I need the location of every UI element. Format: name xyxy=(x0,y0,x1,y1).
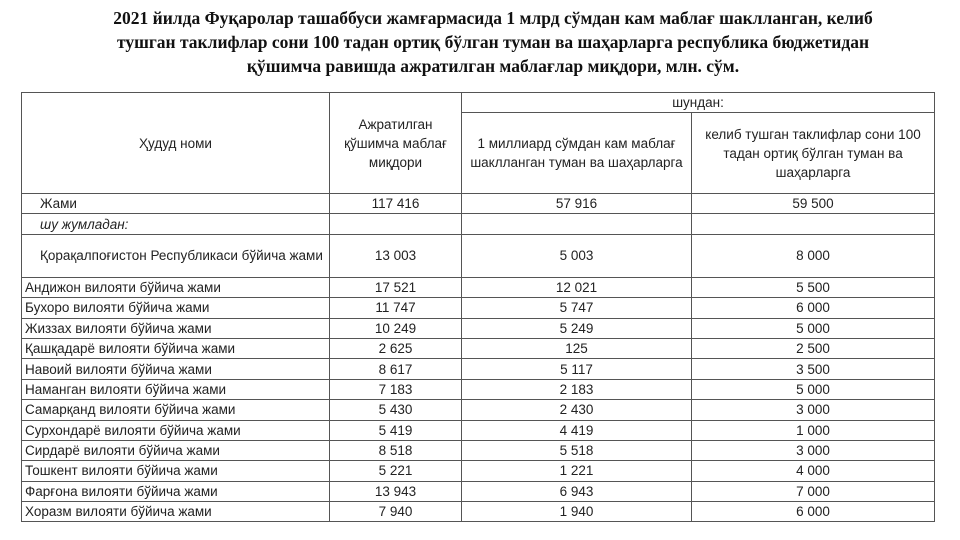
region-name: Бухоро вилояти бўйича жами xyxy=(22,298,330,318)
over-100-value: 5 000 xyxy=(692,379,935,399)
under-1bn-value: 125 xyxy=(462,338,692,358)
table-row xyxy=(22,461,935,481)
allocated-value: 10 249 xyxy=(330,318,462,338)
table-row xyxy=(22,318,935,338)
region-name: Андижон вилояти бўйича жами xyxy=(22,277,330,297)
total-over-100: 59 500 xyxy=(692,194,935,214)
over-100-value: 2 500 xyxy=(692,338,935,358)
under-1bn-value: 2 430 xyxy=(462,400,692,420)
allocated-value: 17 521 xyxy=(330,277,462,297)
total-name: Жами xyxy=(22,194,330,214)
title-line-3: қўшимча равишда ажратилган маблағлар миқдори, млн. сўм. xyxy=(246,56,740,76)
header-allocated: Ажратилган қўшимча маблағ миқдори xyxy=(330,93,462,194)
table-row xyxy=(22,502,935,522)
title-line-2: тушган таклифлар сони 100 тадан ортиқ бўлган туман ва шаҳарларга республика бюджетидан xyxy=(116,32,870,52)
region-name: Тошкент вилояти бўйича жами xyxy=(22,461,330,481)
table-row xyxy=(22,277,935,297)
table-row xyxy=(22,400,935,420)
over-100-value: 4 000 xyxy=(692,461,935,481)
header-of-which: шундан: xyxy=(462,93,935,113)
allocated-value: 7 940 xyxy=(330,502,462,522)
under-1bn-value: 2 183 xyxy=(462,379,692,399)
under-1bn-value: 6 943 xyxy=(462,481,692,501)
karakalpak-row xyxy=(22,234,935,277)
empty-cell xyxy=(462,214,692,234)
over-100-value: 5 500 xyxy=(692,277,935,297)
region-name: Фарғона вилояти бўйича жами xyxy=(22,481,330,501)
karakalpak-over-100: 8 000 xyxy=(692,234,935,277)
allocated-value: 7 183 xyxy=(330,379,462,399)
over-100-value: 7 000 xyxy=(692,481,935,501)
under-1bn-value: 12 021 xyxy=(462,277,692,297)
table-row xyxy=(22,481,935,501)
karakalpak-name: Қорақалпоғистон Республикаси бўйича жами xyxy=(22,234,330,277)
under-1bn-value: 4 419 xyxy=(462,420,692,440)
allocated-value: 11 747 xyxy=(330,298,462,318)
table-row xyxy=(22,440,935,460)
under-1bn-value: 1 221 xyxy=(462,461,692,481)
karakalpak-under-1bn: 5 003 xyxy=(462,234,692,277)
empty-cell xyxy=(692,214,935,234)
title-line-1: 2021 йилда Фуқаролар ташаббуси жамғармасида 1 млрд сўмдан кам маблағ шаклланган, келиб xyxy=(113,8,873,28)
region-name: Қашқадарё вилояти бўйича жами xyxy=(22,338,330,358)
subheader-label: шу жумладан: xyxy=(22,214,330,234)
under-1bn-value: 5 518 xyxy=(462,440,692,460)
allocated-value: 5 221 xyxy=(330,461,462,481)
region-name: Наманган вилояти бўйича жами xyxy=(22,379,330,399)
under-1bn-value: 5 747 xyxy=(462,298,692,318)
region-name: Навоий вилояти бўйича жами xyxy=(22,359,330,379)
over-100-value: 3 000 xyxy=(692,400,935,420)
total-allocated: 117 416 xyxy=(330,194,462,214)
table-row xyxy=(22,338,935,358)
region-name: Сурхондарё вилояти бўйича жами xyxy=(22,420,330,440)
region-name: Самарқанд вилояти бўйича жами xyxy=(22,400,330,420)
region-name: Жиззах вилояти бўйича жами xyxy=(22,318,330,338)
over-100-value: 1 000 xyxy=(692,420,935,440)
page-title xyxy=(28,6,958,78)
header-region: Ҳудуд номи xyxy=(22,93,330,194)
over-100-value: 6 000 xyxy=(692,298,935,318)
header-over-100: келиб тушган таклифлар сони 100 тадан ортиқ бўлган туман ва шаҳарларга xyxy=(692,113,935,194)
over-100-value: 6 000 xyxy=(692,502,935,522)
allocated-value: 5 430 xyxy=(330,400,462,420)
allocated-value: 2 625 xyxy=(330,338,462,358)
allocated-value: 13 943 xyxy=(330,481,462,501)
empty-cell xyxy=(330,214,462,234)
karakalpak-allocated: 13 003 xyxy=(330,234,462,277)
under-1bn-value: 1 940 xyxy=(462,502,692,522)
under-1bn-value: 5 117 xyxy=(462,359,692,379)
table-row xyxy=(22,298,935,318)
header-under-1bn: 1 миллиард сўмдан кам маблағ шаклланган туман ва шаҳарларга xyxy=(462,113,692,194)
over-100-value: 5 000 xyxy=(692,318,935,338)
over-100-value: 3 000 xyxy=(692,440,935,460)
region-name: Сирдарё вилояти бўйича жами xyxy=(22,440,330,460)
table-row xyxy=(22,420,935,440)
subheader-row xyxy=(22,214,935,234)
allocated-value: 5 419 xyxy=(330,420,462,440)
allocated-value: 8 518 xyxy=(330,440,462,460)
allocated-value: 8 617 xyxy=(330,359,462,379)
allocation-table xyxy=(21,92,935,522)
over-100-value: 3 500 xyxy=(692,359,935,379)
under-1bn-value: 5 249 xyxy=(462,318,692,338)
region-name: Хоразм вилояти бўйича жами xyxy=(22,502,330,522)
table-row xyxy=(22,359,935,379)
total-row xyxy=(22,194,935,214)
total-under-1bn: 57 916 xyxy=(462,194,692,214)
table-row xyxy=(22,379,935,399)
